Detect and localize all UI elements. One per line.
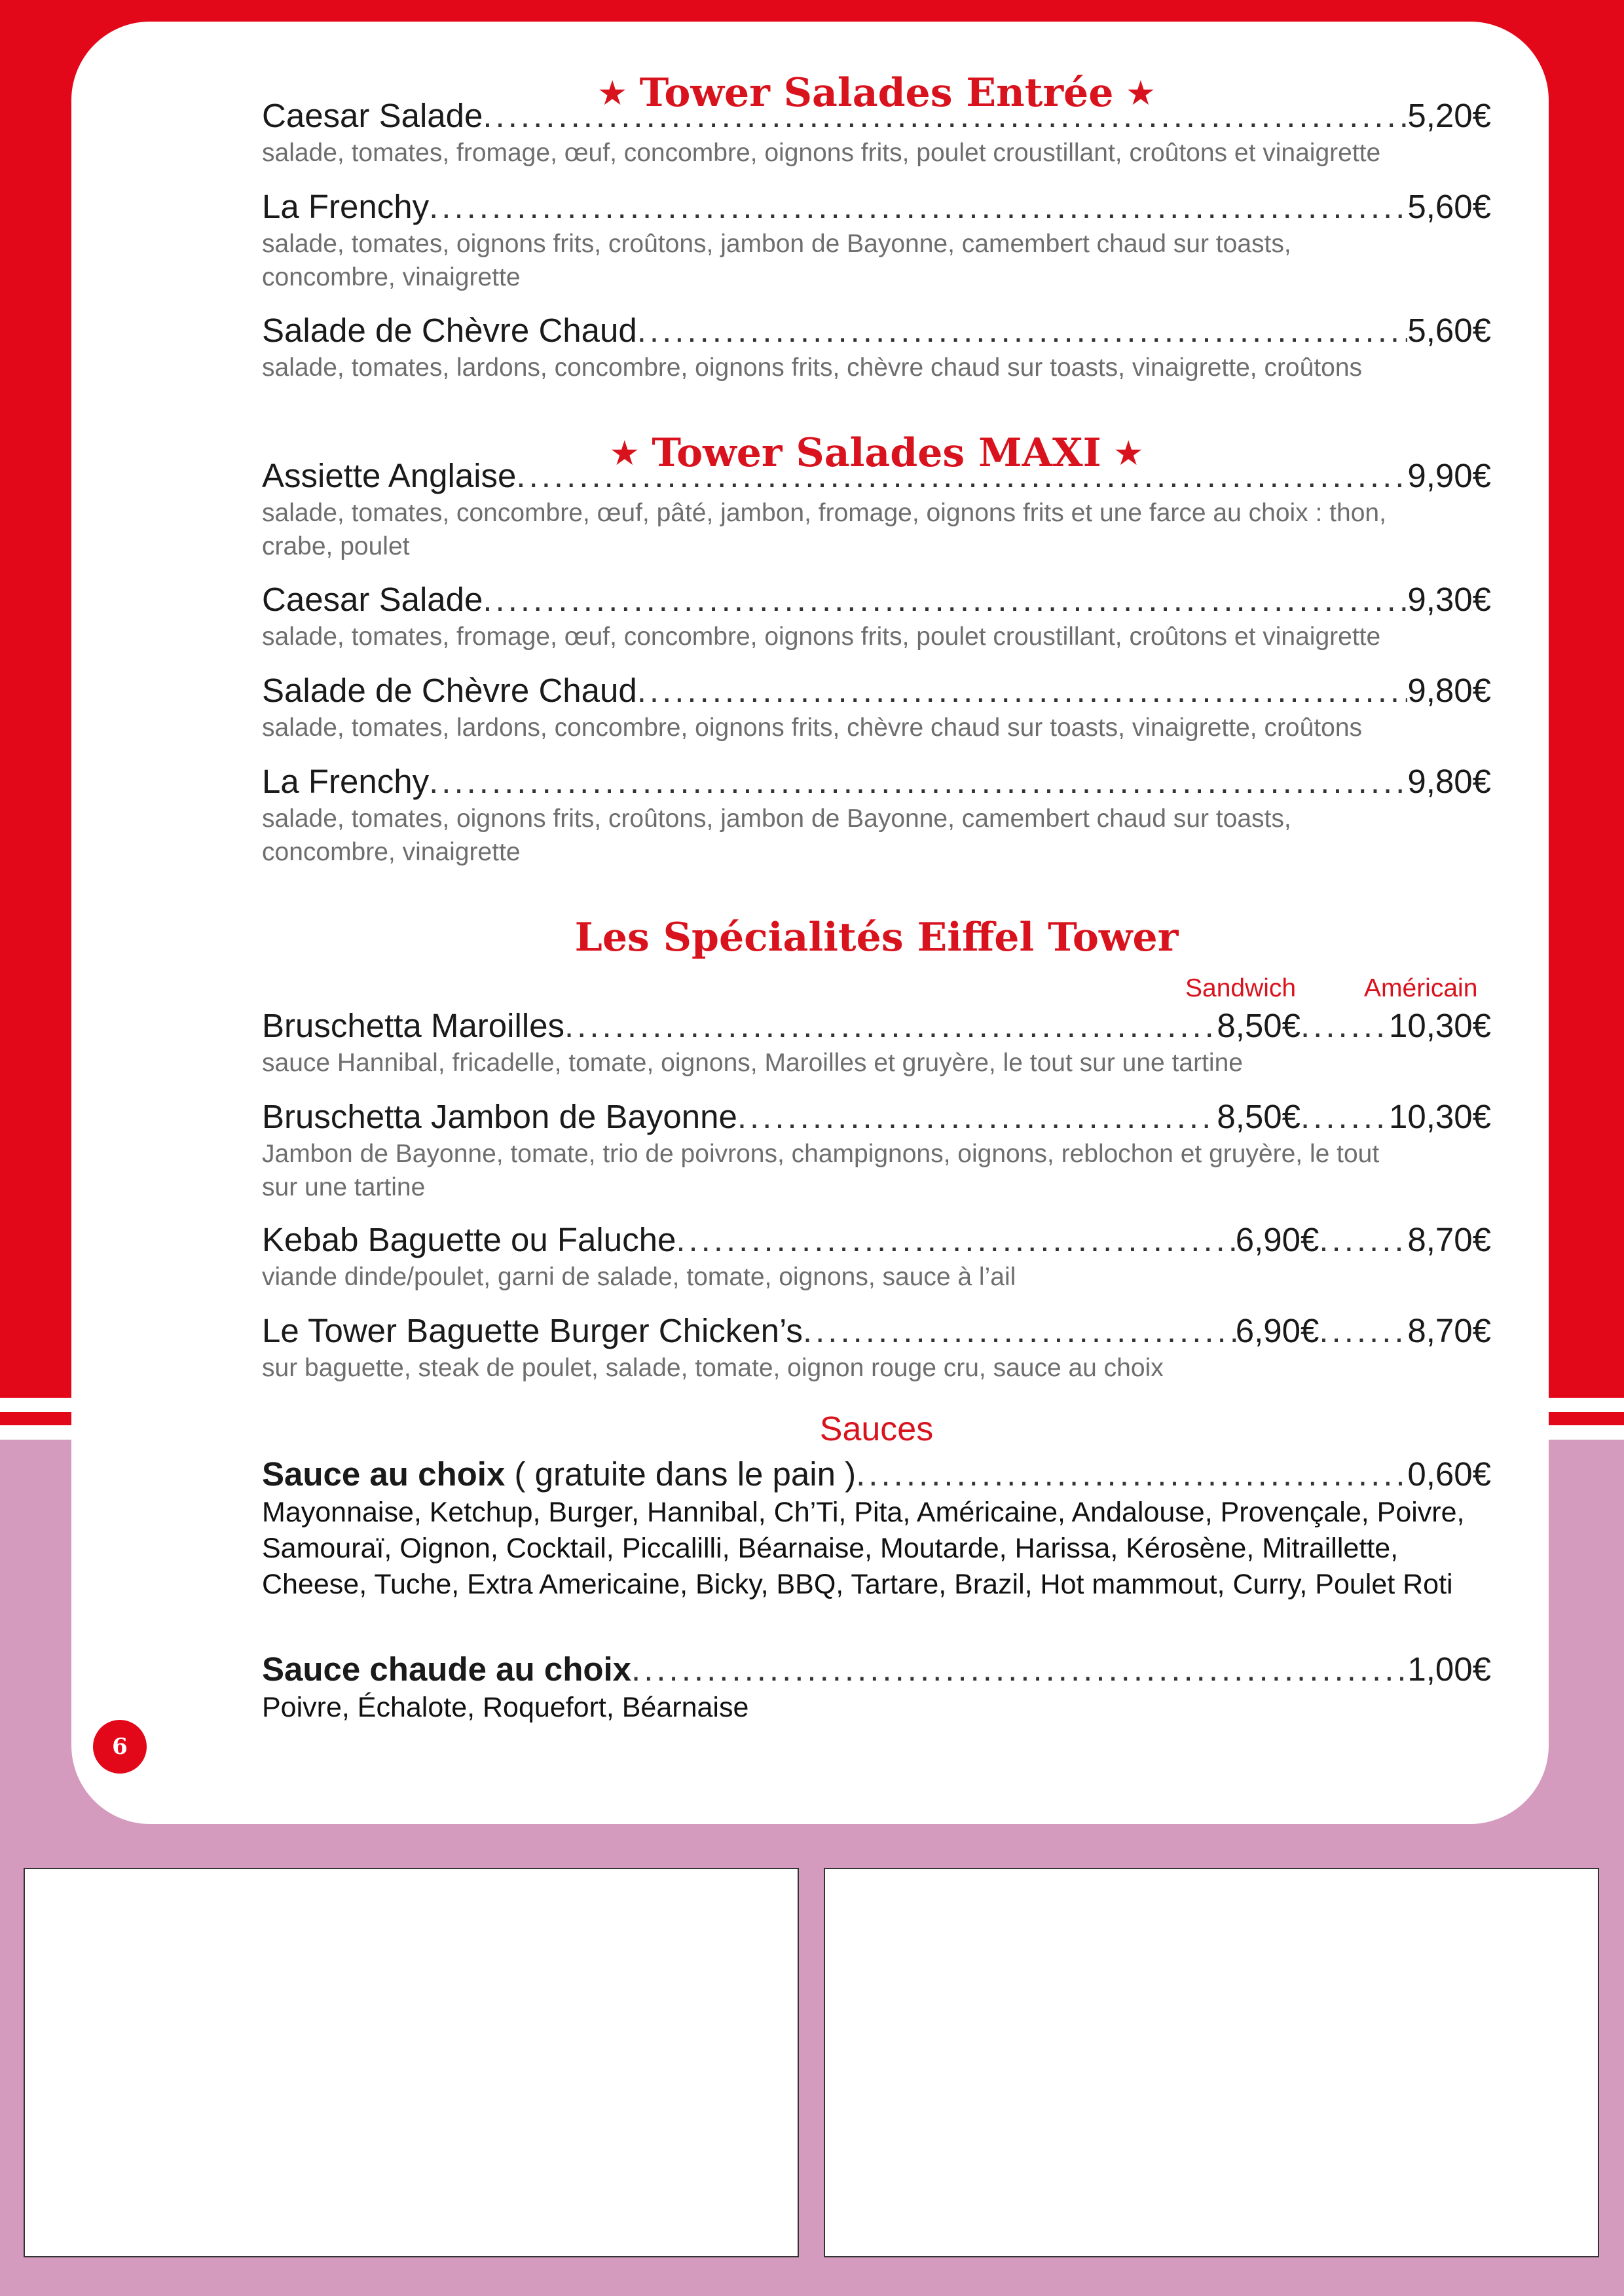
leader-dots xyxy=(676,1220,1235,1260)
item-name: Le Tower Baguette Burger Chicken’s xyxy=(262,1312,803,1349)
item-price: 9,30€ xyxy=(1407,581,1491,618)
column-header-americain: Américain xyxy=(1364,974,1478,1002)
star-icon: ★ xyxy=(1115,435,1142,471)
menu-item xyxy=(262,96,1491,170)
star-icon: ★ xyxy=(599,75,626,111)
section-title-sauces: Sauces xyxy=(819,1410,934,1448)
item-price: 0,60€ xyxy=(1407,1455,1491,1493)
item-description: sur baguette, steak de poulet, salade, tomate, oignon rouge cru, sauce au choix xyxy=(262,1354,1164,1382)
menu-item xyxy=(262,670,1491,744)
item-name: La Frenchy xyxy=(262,188,430,225)
item-name: Assiette Anglaise xyxy=(262,457,517,494)
star-icon: ★ xyxy=(611,435,638,471)
item-name: Caesar Salade xyxy=(262,581,483,618)
menu-item xyxy=(262,1454,1491,1603)
leader-dots xyxy=(637,670,1408,711)
item-description: salade, tomates, lardons, concombre, oignons frits, chèvre chaud sur toasts, vinaigrette, croûtons xyxy=(262,714,1363,742)
item-price-sandwich: 6,90€ xyxy=(1235,1312,1320,1349)
item-price: 9,80€ xyxy=(1407,763,1491,800)
item-price-americain: 8,70€ xyxy=(1407,1221,1491,1258)
leader-dots xyxy=(564,1006,1217,1046)
item-name: Kebab Baguette ou Faluche xyxy=(262,1221,676,1258)
item-name: Salade de Chèvre Chaud xyxy=(262,672,637,709)
section-title-text: Tower Salades Entrée xyxy=(639,70,1114,116)
leader-dots xyxy=(483,579,1407,620)
star-icon: ★ xyxy=(1127,75,1154,111)
item-name: Bruschetta Jambon de Bayonne xyxy=(262,1098,737,1135)
menu-item xyxy=(262,1311,1491,1385)
leader-dots xyxy=(737,1097,1217,1137)
item-description: salade, tomates, fromage, œuf, concombre, oignons frits, poulet croustillant, croûtons et vinaigrette xyxy=(262,623,1381,651)
leader-dots xyxy=(1319,1220,1407,1260)
item-description: salade, tomates, lardons, concombre, oignons frits, chèvre chaud sur toasts, vinaigrette, croûtons xyxy=(262,354,1363,382)
leader-dots xyxy=(1301,1097,1389,1137)
item-note: ( gratuite dans le pain ) xyxy=(505,1455,857,1493)
item-price: 9,80€ xyxy=(1407,672,1491,709)
leader-dots xyxy=(803,1311,1236,1351)
menu-item xyxy=(262,310,1491,384)
item-description: Poivre, Échalote, Roquefort, Béarnaise xyxy=(262,1692,749,1723)
menu-item xyxy=(262,1097,1491,1204)
section-title-specialites xyxy=(262,915,1491,960)
menu-item xyxy=(262,579,1491,653)
menu-item xyxy=(262,1649,1491,1726)
item-price-americain: 10,30€ xyxy=(1389,1007,1491,1044)
item-name: Caesar Salade xyxy=(262,97,483,134)
item-name: Bruschetta Maroilles xyxy=(262,1007,565,1044)
item-description: viande dinde/poulet, garni de salade, tomate, oignons, sauce à l’ail xyxy=(262,1263,1016,1291)
column-header-sandwich: Sandwich xyxy=(1185,974,1297,1002)
item-price: 5,20€ xyxy=(1407,97,1491,134)
item-description: sauce Hannibal, fricadelle, tomate, oignons, Maroilles et gruyère, le tout sur une tartine xyxy=(262,1049,1243,1077)
leader-dots xyxy=(1301,1006,1389,1046)
item-price-sandwich: 6,90€ xyxy=(1235,1221,1320,1258)
menu-card xyxy=(71,22,1549,1824)
item-name: La Frenchy xyxy=(262,763,430,800)
item-description: Jambon de Bayonne, tomate, trio de poivrons, champignons, oignons, reblochon et gruyère, le tout sur une tartine xyxy=(262,1140,1380,1201)
item-price-sandwich: 8,50€ xyxy=(1217,1098,1301,1135)
section-title-text: Les Spécialités Eiffel Tower xyxy=(574,915,1179,960)
leader-dots xyxy=(429,761,1407,802)
item-price: 5,60€ xyxy=(1407,188,1491,225)
leader-dots xyxy=(631,1649,1407,1690)
item-description: salade, tomates, concombre, œuf, pâté, jambon, fromage, oignons frits et une farce au choix : thon, crabe, poulet xyxy=(262,499,1386,560)
leader-dots xyxy=(1319,1311,1407,1351)
item-description: salade, tomates, oignons frits, croûtons, jambon de Bayonne, camembert chaud sur toasts, concombre, vinaigrette xyxy=(262,230,1291,291)
item-description: Mayonnaise, Ketchup, Burger, Hannibal, Ch’Ti, Pita, Américaine, Andalouse, Provençale, Poivre, Samouraï, Oignon, Cocktail, Piccalilli, Béarnaise, Moutarde, Harissa, Kérosène, Mitraillette, Cheese, Tuche, Extra Americaine, Bicky, BBQ, Tartare, Brazil, Hot mammout, Curry, Poulet Roti xyxy=(262,1497,1465,1600)
item-name: Salade de Chèvre Chaud xyxy=(262,312,637,349)
item-price-americain: 8,70€ xyxy=(1407,1312,1491,1349)
item-price: 9,90€ xyxy=(1407,457,1491,494)
blank-box-right xyxy=(824,1868,1599,2257)
item-description: salade, tomates, oignons frits, croûtons, jambon de Bayonne, camembert chaud sur toasts, concombre, vinaigrette xyxy=(262,805,1291,866)
item-name: Sauce au choix xyxy=(262,1455,506,1493)
item-price: 1,00€ xyxy=(1407,1650,1491,1688)
section-title-text: Tower Salades MAXI xyxy=(652,430,1101,476)
menu-item xyxy=(262,187,1491,294)
item-description: salade, tomates, fromage, œuf, concombre, oignons frits, poulet croustillant, croûtons et vinaigrette xyxy=(262,139,1381,167)
menu-item xyxy=(262,1006,1491,1080)
leader-dots xyxy=(429,187,1407,227)
item-price-sandwich: 8,50€ xyxy=(1217,1007,1301,1044)
item-name: Sauce chaude au choix xyxy=(262,1650,632,1688)
page-number-badge: 6 xyxy=(93,1720,147,1774)
menu-item xyxy=(262,761,1491,869)
leader-dots xyxy=(856,1454,1407,1495)
leader-dots xyxy=(483,96,1407,136)
menu-item xyxy=(262,456,1491,563)
item-price-americain: 10,30€ xyxy=(1389,1098,1491,1135)
menu-item xyxy=(262,1220,1491,1294)
leader-dots xyxy=(637,310,1408,351)
leader-dots xyxy=(516,456,1407,496)
blank-box-left xyxy=(24,1868,799,2257)
item-price: 5,60€ xyxy=(1407,312,1491,349)
